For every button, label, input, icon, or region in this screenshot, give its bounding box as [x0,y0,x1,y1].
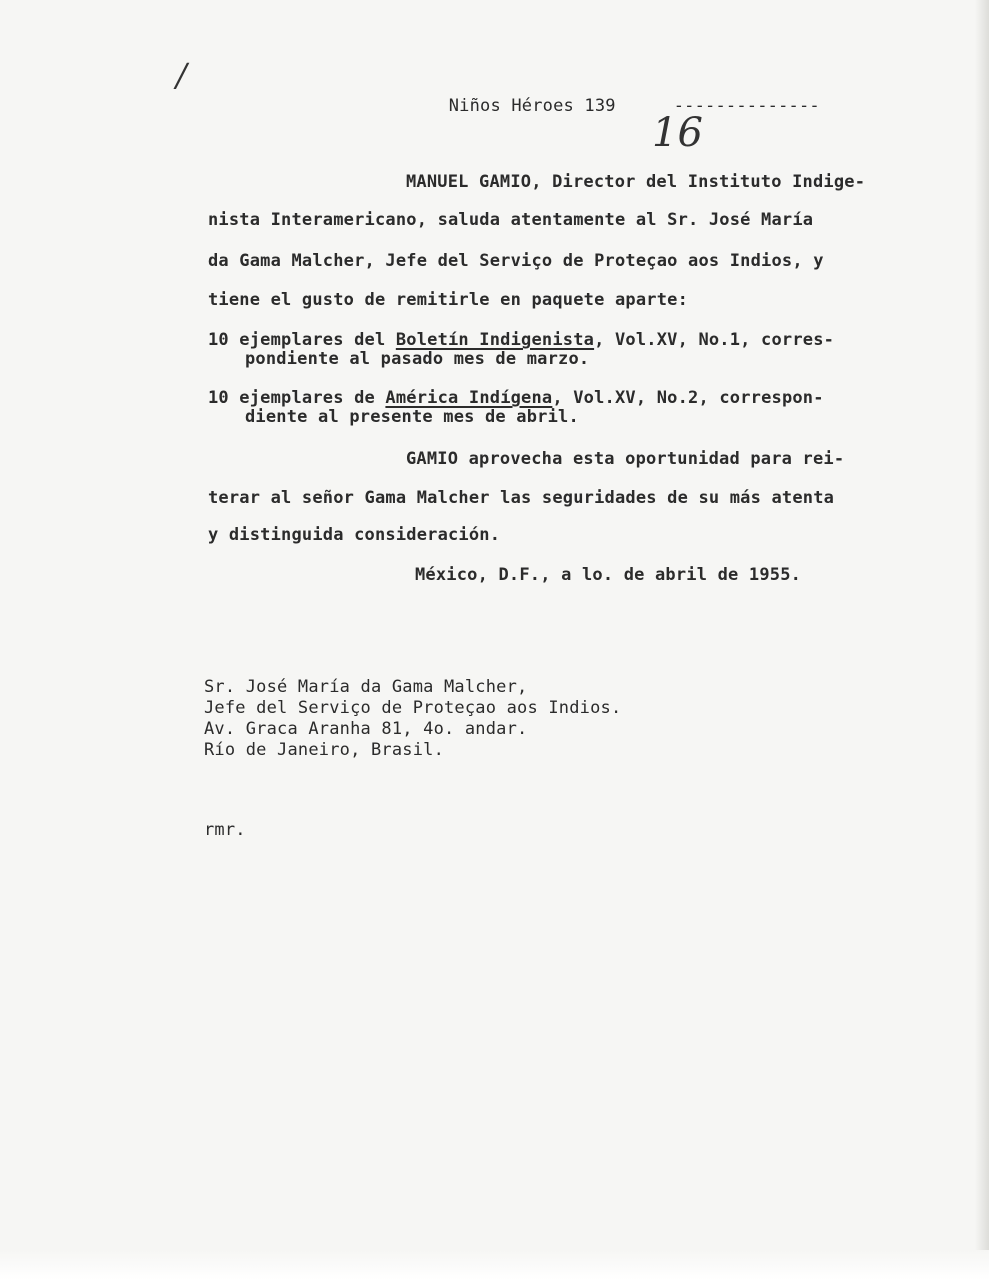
typist-initials: rmr. [204,820,246,840]
item1-line1: 10 ejemplares del Boletín Indigenista, Vol.XV, No.1, corres- [208,330,835,350]
page-edge-shadow [975,0,989,1280]
header-address: Niños Héroes 139 [448,96,616,116]
para2-line3: y distinguida consideración. [208,525,501,545]
margin-mark: / [176,56,187,94]
para1-line1: MANUEL GAMIO, Director del Instituto Indige- [406,172,866,192]
recipient-line4: Río de Janeiro, Brasil. [204,740,445,760]
page-number-handwritten: 16 [652,110,703,156]
para1-line3: da Gama Malcher, Jefe del Serviço de Proteçao aos Indios, y [208,251,824,271]
recipient-line3: Av. Graca Aranha 81, 4o. andar. [204,719,528,739]
item2-line1: 10 ejemplares de América Indígena, Vol.XV, No.2, correspon- [208,388,824,408]
para2-line2: terar al señor Gama Malcher las seguridades de su más atenta [208,488,835,508]
item1-title: Boletín Indigenista [395,330,595,350]
para1-line4: tiene el gusto de remitirle en paquete aparte: [208,290,689,310]
recipient-line1: Sr. José María da Gama Malcher, [204,677,528,697]
header-dashes: -------------- [673,96,820,116]
para1-line2: nista Interamericano, saluda atentamente al Sr. José María [208,210,814,230]
page-bottom-edge [0,1250,989,1280]
para2-line1: GAMIO aprovecha esta oportunidad para rei- [406,449,845,469]
letter-date: México, D.F., a lo. de abril de 1955. [415,565,802,585]
item2-title: América Indígena [385,388,553,408]
item1-line2: pondiente al pasado mes de marzo. [245,349,590,369]
item2-line2: diente al presente mes de abril. [245,407,579,427]
recipient-line2: Jefe del Serviço de Proteçao aos Indios. [204,698,622,718]
